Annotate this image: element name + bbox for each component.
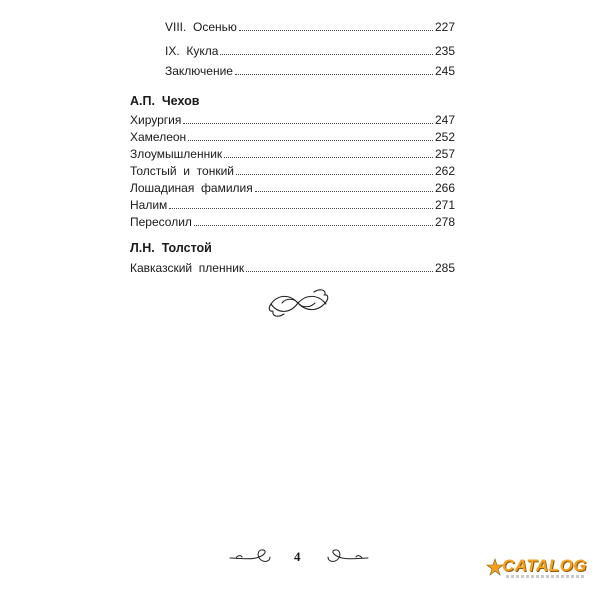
flourish-ornament-icon xyxy=(268,286,330,320)
toc-entry-title: Толстый и тонкий xyxy=(130,164,234,178)
dot-leader xyxy=(246,271,433,272)
page-number: 4 xyxy=(294,549,301,564)
toc-entry xyxy=(130,162,455,178)
toc-entry-page: 247 xyxy=(434,113,455,127)
dot-leader xyxy=(194,225,433,226)
toc-entry-title: Лошадиная фамилия xyxy=(130,181,253,195)
toc-entry-page: 278 xyxy=(434,215,455,229)
dot-leader xyxy=(188,140,433,141)
swirl-right-icon xyxy=(326,548,370,566)
toc-entry-page: 266 xyxy=(434,181,455,195)
toc-entry xyxy=(130,196,455,212)
toc-entry xyxy=(130,213,455,229)
toc-entry xyxy=(130,179,455,195)
dot-leader xyxy=(169,208,433,209)
toc-entry-page: 285 xyxy=(434,261,455,275)
toc-entry xyxy=(165,18,455,34)
toc-entry xyxy=(130,128,455,144)
toc-entry xyxy=(130,259,455,275)
toc-entry-title: Налим xyxy=(130,198,168,212)
toc-entry-page: 227 xyxy=(434,20,455,34)
toc-entry-page: 262 xyxy=(434,164,455,178)
catalog-watermark xyxy=(484,552,594,586)
dot-leader xyxy=(183,123,433,124)
dot-leader xyxy=(236,174,433,175)
toc-entry xyxy=(130,145,455,161)
watermark-subline xyxy=(506,575,586,578)
toc-entry-title: Пересолил xyxy=(130,215,192,229)
author-heading: А.П. Чехов xyxy=(130,94,200,108)
toc-entry-title: Хирургия xyxy=(130,113,182,127)
toc-entry-page: 257 xyxy=(434,147,455,161)
toc-entry-title: Хамелеон xyxy=(130,130,187,144)
dot-leader xyxy=(255,191,433,192)
toc-entry-page: 252 xyxy=(434,130,455,144)
dot-leader xyxy=(224,157,433,158)
dot-leader xyxy=(239,30,433,31)
toc-entry-title: Кавказский пленник xyxy=(130,261,245,275)
toc-entry-page: 245 xyxy=(434,64,455,78)
toc-entry xyxy=(130,111,455,127)
toc-entry-page: 271 xyxy=(434,198,455,212)
swirl-left-icon xyxy=(228,548,272,566)
toc-entry-title: IX. Кукла xyxy=(165,44,219,58)
toc-entry-title: Злоумышленник xyxy=(130,147,223,161)
author-heading: Л.Н. Толстой xyxy=(130,241,212,255)
watermark-text: CATALOG xyxy=(502,556,588,575)
dot-leader xyxy=(235,74,433,75)
toc-entry xyxy=(165,62,455,78)
toc-entry xyxy=(165,42,455,58)
toc-entry-page: 235 xyxy=(434,44,455,58)
toc-entry-title: Заключение xyxy=(165,64,233,78)
toc-entry-title: VIII. Осенью xyxy=(165,20,237,34)
dot-leader xyxy=(220,54,433,55)
